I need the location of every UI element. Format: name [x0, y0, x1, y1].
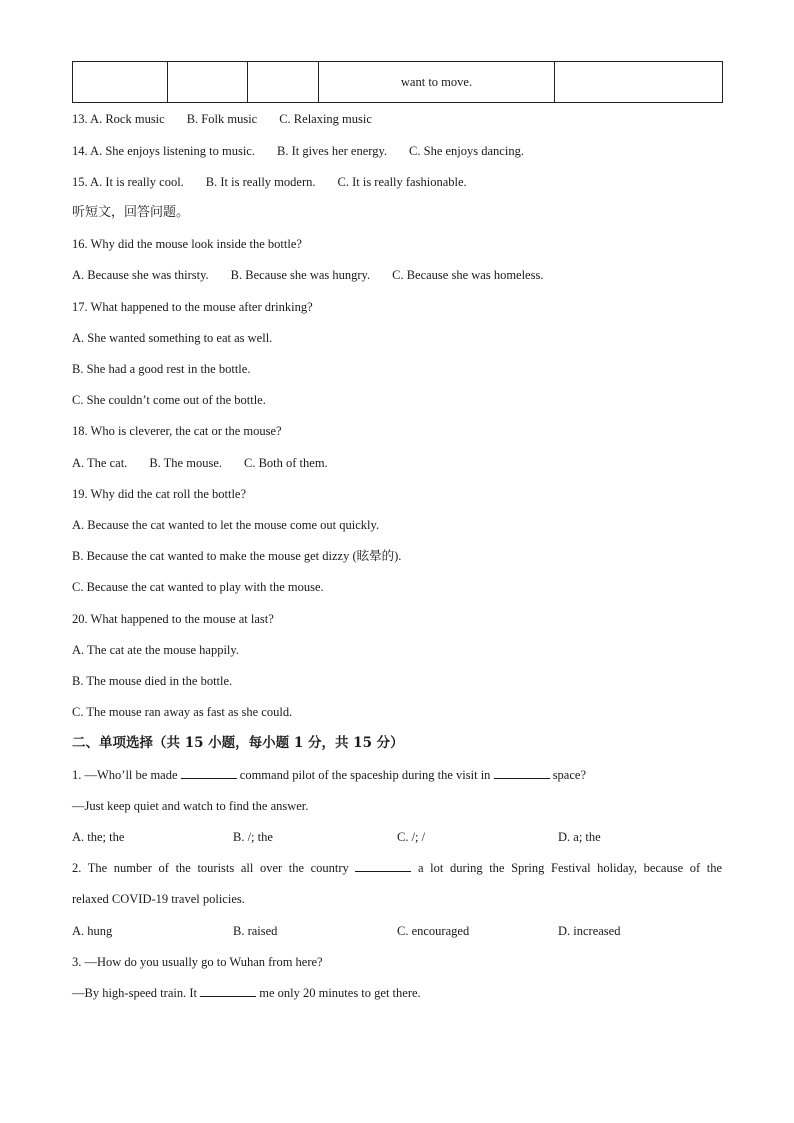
q20-option-c: C. The mouse ran away as fast as she could. [72, 705, 293, 719]
mc2-text-part1: 2. The number of the tourists all over the country [72, 861, 349, 875]
q19-option-b: B. Because the cat wanted to make the mouse get dizzy (眩晕的). [72, 549, 402, 563]
question-16-options [72, 267, 543, 283]
table-cell [73, 62, 168, 103]
question-16: 16. Why did the mouse look inside the bottle? [72, 237, 302, 251]
q14-option-c: C. She enjoys dancing. [409, 144, 524, 158]
mc-question-2 [72, 860, 722, 876]
mc1-text-part2: command pilot of the spaceship during the visit in [239, 768, 491, 782]
table-cell: want to move. [319, 62, 555, 103]
answer-blank [494, 767, 550, 779]
q15-option-c: C. It is really fashionable. [337, 175, 467, 189]
q13-option-b: B. Folk music [186, 112, 258, 126]
q16-option-c: C. Because she was homeless. [392, 268, 544, 282]
q18-option-a: A. The cat. [72, 456, 128, 470]
q20-option-b: B. The mouse died in the bottle. [72, 674, 233, 688]
table-row [73, 62, 723, 103]
mc2-text-part2: a lot during the Spring Festival holiday, because of the [418, 861, 723, 875]
table-cell [555, 62, 723, 103]
q13-option-c: C. Relaxing music [279, 112, 372, 126]
question-19: 19. Why did the cat roll the bottle? [72, 487, 247, 501]
q14-option-a: 14. A. She enjoys listening to music. [72, 144, 255, 158]
q14-option-b: B. It gives her energy. [276, 144, 388, 158]
mc2-continuation: relaxed COVID-19 travel policies. [72, 892, 245, 906]
mc1-text-part1: 1. —Who’ll be made [72, 768, 178, 782]
question-18: 18. Who is cleverer, the cat or the mouse? [72, 424, 282, 438]
q15-option-b: B. It is really modern. [205, 175, 316, 189]
answer-blank [181, 767, 237, 779]
mc1-option-b: B. /; the [233, 830, 273, 844]
q17-option-b: B. She had a good rest in the bottle. [72, 362, 251, 376]
question-15-options [72, 174, 467, 190]
mc2-option-d: D. increased [558, 924, 621, 938]
q18-option-b: B. The mouse. [149, 456, 222, 470]
answer-blank [200, 985, 256, 997]
q16-option-b: B. Because she was hungry. [230, 268, 371, 282]
answer-table [72, 61, 723, 103]
table-cell [248, 62, 319, 103]
mc1-option-c: C. /; / [397, 830, 426, 844]
mc3-text-part2: me only 20 minutes to get there. [259, 986, 421, 1000]
answer-blank [355, 860, 411, 872]
question-20: 20. What happened to the mouse at last? [72, 612, 274, 626]
q15-option-a: 15. A. It is really cool. [72, 175, 184, 189]
mc2-option-c: C. encouraged [397, 924, 470, 938]
section-2-heading: 二、单项选择（共 15 小题，每小题 1 分，共 15 分） [72, 735, 404, 751]
q18-option-c: C. Both of them. [244, 456, 328, 470]
q17-option-c: C. She couldn’t come out of the bottle. [72, 393, 266, 407]
table-cell [168, 62, 248, 103]
mc1-option-a: A. the; the [72, 830, 125, 844]
mc1-text-part3: space? [552, 768, 586, 782]
mc3-response [72, 985, 421, 1001]
q20-option-a: A. The cat ate the mouse happily. [72, 643, 239, 657]
q16-option-a: A. Because she was thirsty. [72, 268, 209, 282]
mc2-option-a: A. hung [72, 924, 113, 938]
q17-option-a: A. She wanted something to eat as well. [72, 331, 273, 345]
mc3-text-part1: —By high-speed train. It [72, 986, 197, 1000]
question-17: 17. What happened to the mouse after drinking? [72, 300, 313, 314]
mc2-option-b: B. raised [233, 924, 278, 938]
question-14-options [72, 143, 524, 159]
q13-option-a: 13. A. Rock music [72, 112, 165, 126]
listening-instruction: 听短文，回答问题。 [72, 205, 190, 220]
q19-option-c: C. Because the cat wanted to play with the mouse. [72, 580, 324, 594]
mc1-response: —Just keep quiet and watch to find the answer. [72, 799, 309, 813]
mc1-option-d: D. a; the [558, 830, 601, 844]
mc-question-3: 3. —How do you usually go to Wuhan from here? [72, 955, 323, 969]
mc-question-1 [72, 767, 586, 783]
question-13-options [72, 111, 372, 127]
question-18-options [72, 455, 328, 471]
q19-option-a: A. Because the cat wanted to let the mouse come out quickly. [72, 518, 380, 532]
